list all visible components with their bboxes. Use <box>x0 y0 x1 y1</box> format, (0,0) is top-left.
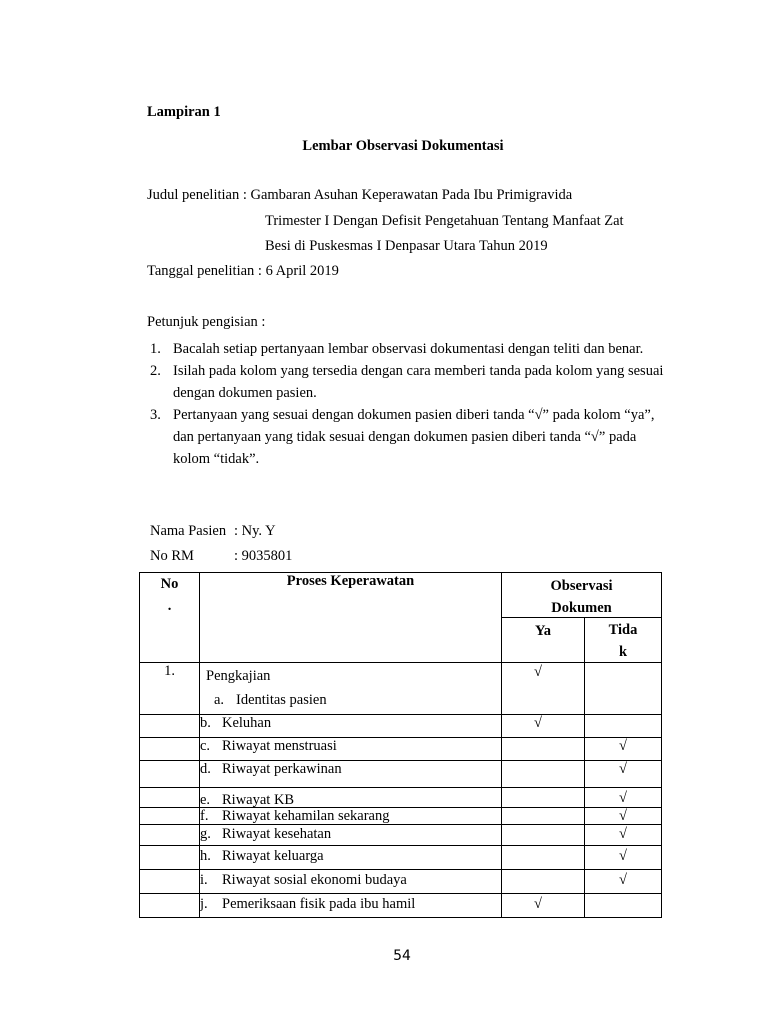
row-number-empty <box>140 788 200 808</box>
table-row <box>140 738 662 761</box>
header-tidak-line1: Tida <box>608 622 638 638</box>
header-tidak <box>585 618 662 663</box>
header-no <box>140 573 200 663</box>
check-ya <box>502 808 585 825</box>
item-letter: c. <box>200 738 211 754</box>
check-ya <box>502 788 585 808</box>
item-label: Identitas pasien <box>236 692 327 708</box>
row-number-empty <box>140 715 200 738</box>
check-ya <box>502 870 585 894</box>
instruction-item <box>147 338 667 360</box>
row-number-empty <box>140 894 200 918</box>
item-label: Riwayat KB <box>222 792 295 808</box>
header-tidak-line2: k <box>618 644 628 660</box>
item-letter: e. <box>200 792 211 808</box>
check-tidak: √ <box>585 738 662 761</box>
list-item <box>200 870 502 894</box>
check-tidak: √ <box>585 788 662 808</box>
list-item <box>200 761 502 788</box>
list-item <box>200 894 502 918</box>
patient-rm <box>150 548 292 565</box>
instruction-number: 1. <box>150 341 161 357</box>
item-letter: g. <box>200 826 211 842</box>
instruction-item <box>147 360 667 404</box>
observation-table <box>139 572 662 918</box>
list-item <box>200 738 502 761</box>
instructions-label: Petunjuk pengisian : <box>147 314 266 330</box>
table-row <box>140 715 662 738</box>
research-title-line1: Judul penelitian : Gambaran Asuhan Keperawatan Pada Ibu Primigravida <box>147 187 573 203</box>
instruction-item <box>147 404 667 470</box>
header-observasi-line2: Dokumen <box>551 600 612 616</box>
row-number-empty <box>140 846 200 870</box>
patient-rm-value: : 9035801 <box>234 548 293 564</box>
header-no-line2: . <box>167 598 172 614</box>
list-item <box>200 788 502 808</box>
check-tidak <box>585 663 662 715</box>
check-tidak: √ <box>585 846 662 870</box>
list-item <box>200 715 502 738</box>
table-row <box>140 663 662 715</box>
item-label: Riwayat kesehatan <box>222 826 332 842</box>
table-row <box>140 761 662 788</box>
check-tidak: √ <box>585 825 662 846</box>
item-letter: j. <box>200 896 208 912</box>
item-label: Riwayat kehamilan sekarang <box>222 808 390 824</box>
item-letter: f. <box>200 808 209 824</box>
page-number: 54 <box>393 948 411 964</box>
instructions-list <box>147 338 667 470</box>
patient-name-value: : Ny. Y <box>234 523 276 539</box>
instruction-number: 3. <box>150 407 161 423</box>
check-ya <box>502 761 585 788</box>
item-letter: b. <box>200 715 211 731</box>
row-number-empty <box>140 761 200 788</box>
instruction-text: Isilah pada kolom yang tersedia dengan cara memberi tanda pada kolom yang sesuai dengan dokumen pasien. <box>173 363 664 401</box>
header-proses: Proses Keperawatan <box>200 573 502 663</box>
check-tidak: √ <box>585 808 662 825</box>
row-number-empty <box>140 808 200 825</box>
check-tidak <box>585 715 662 738</box>
row-number-empty <box>140 870 200 894</box>
item-label: Riwayat perkawinan <box>222 761 342 777</box>
list-item <box>200 846 502 870</box>
item-label: Riwayat sosial ekonomi budaya <box>222 872 407 888</box>
research-title-line2: Trimester I Dengan Defisit Pengetahuan Tentang Manfaat Zat <box>265 213 624 229</box>
check-tidak: √ <box>585 870 662 894</box>
check-ya: √ <box>502 894 585 918</box>
item-label: Riwayat menstruasi <box>222 738 337 754</box>
table-row <box>140 788 662 808</box>
check-ya <box>502 846 585 870</box>
check-ya: √ <box>502 663 585 715</box>
instruction-text: Bacalah setiap pertanyaan lembar observasi dokumentasi dengan teliti dan benar. <box>173 341 644 357</box>
check-ya <box>502 825 585 846</box>
row-number-empty <box>140 738 200 761</box>
list-item <box>200 808 502 825</box>
table-row <box>140 846 662 870</box>
section-label: Pengkajian <box>206 668 271 684</box>
list-item <box>200 825 502 846</box>
item-label: Pemeriksaan fisik pada ibu hamil <box>222 896 416 912</box>
document-title: Lembar Observasi Dokumentasi <box>302 138 504 154</box>
instruction-text: Pertanyaan yang sesuai dengan dokumen pasien diberi tanda “√” pada kolom “ya”, dan pertanyaan yang tidak sesuai dengan dokumen pasien diberi tanda “√” pada kolom “tidak”. <box>173 407 655 467</box>
patient-rm-label: No RM <box>150 548 194 564</box>
item-label: Keluhan <box>222 715 272 731</box>
research-title-line3: Besi di Puskesmas I Denpasar Utara Tahun 2019 <box>265 238 548 254</box>
row-number: 1. <box>140 663 200 715</box>
item-letter: h. <box>200 848 211 864</box>
table-row <box>140 825 662 846</box>
check-ya <box>502 738 585 761</box>
item-letter: a. <box>214 692 225 708</box>
header-observasi <box>502 573 662 618</box>
table-row <box>140 894 662 918</box>
patient-name-label: Nama Pasien <box>150 523 227 539</box>
list-item <box>206 688 501 712</box>
header-no-line1: No <box>160 576 179 592</box>
item-letter: d. <box>200 761 211 777</box>
check-tidak: √ <box>585 761 662 788</box>
header-observasi-line1: Observasi <box>550 578 613 594</box>
header-ya: Ya <box>502 618 585 663</box>
proses-cell <box>200 663 502 715</box>
item-label: Riwayat keluarga <box>222 848 324 864</box>
table-row <box>140 870 662 894</box>
heading-lampiran: Lampiran 1 <box>147 104 221 120</box>
patient-name <box>150 523 276 540</box>
instruction-number: 2. <box>150 363 161 379</box>
research-date: Tanggal penelitian : 6 April 2019 <box>147 263 339 279</box>
check-ya: √ <box>502 715 585 738</box>
check-tidak <box>585 894 662 918</box>
row-number-empty <box>140 825 200 846</box>
table-row <box>140 808 662 825</box>
item-letter: i. <box>200 872 208 888</box>
